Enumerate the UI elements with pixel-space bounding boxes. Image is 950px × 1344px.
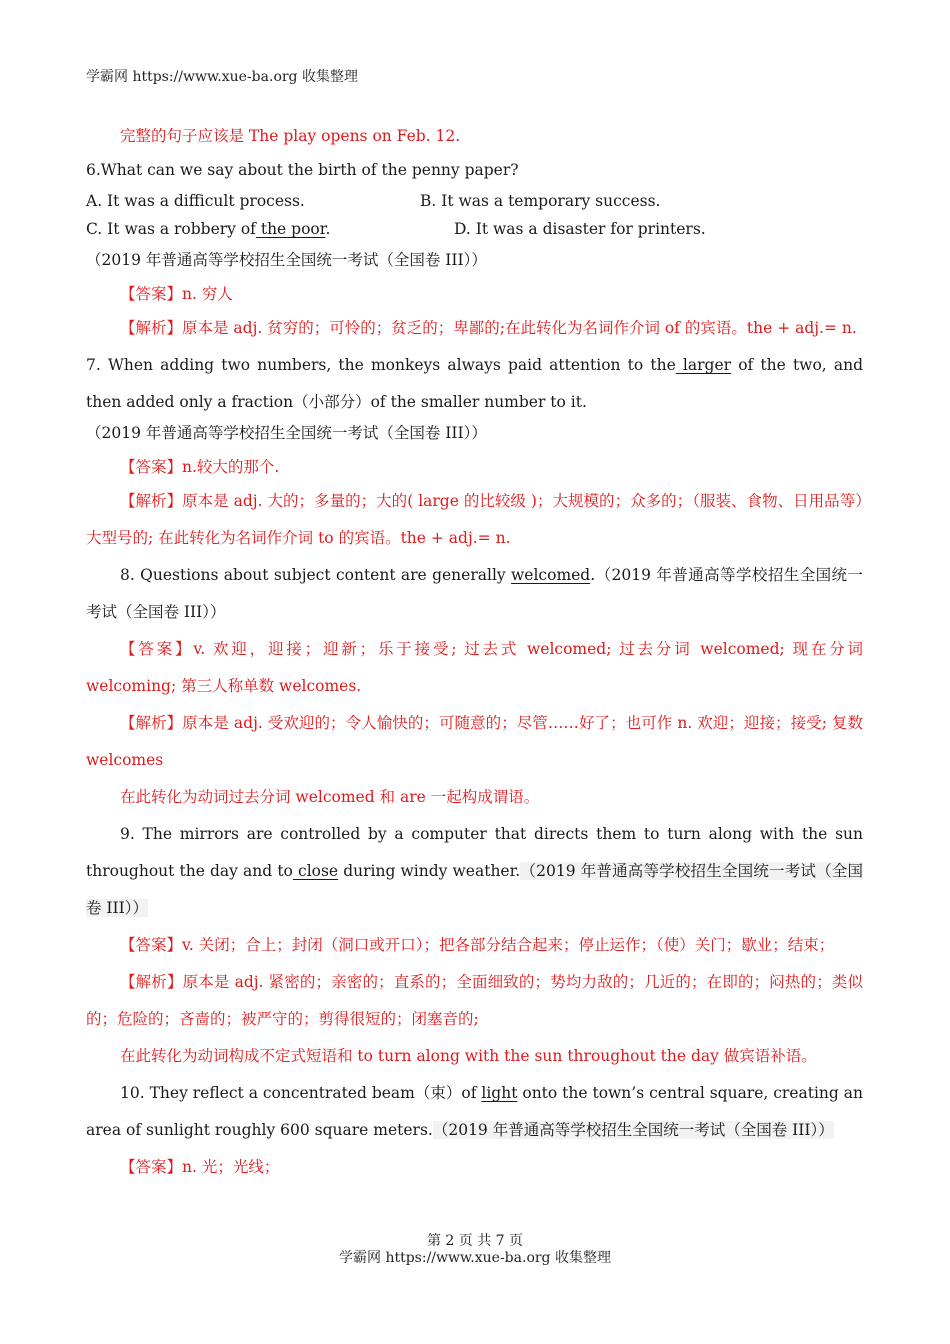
q9-keyword: close xyxy=(292,862,339,880)
q6-answer: 【答案】n. 穷人 xyxy=(120,285,233,303)
q10-text-end: onto the town’s central square, creating an area of sunlight roughly 600 square meters. xyxy=(86,1084,863,1139)
q7-analysis: 【解析】原本是 adj. 大的；多量的；大的( large 的比较级 )；大规模的；众多的；（服装、食物、日用品等）大型号的; 在此转化为名词作介词 to 的宾语。the + adj.= n. xyxy=(86,492,863,547)
q8-analysis: 【解析】原本是 adj. 受欢迎的；令人愉快的；可随意的；尽管……好了；也可作 n. 欢迎；迎接；接受; 复数 welcomes xyxy=(86,714,863,769)
q5-complete-sentence: 完整的句子应该是 The play opens on Feb. 12. xyxy=(120,127,461,145)
q7-answer: 【答案】n.较大的那个. xyxy=(120,458,280,476)
q6-options-row-1 xyxy=(86,192,863,210)
q6-question: 6.What can we say about the birth of the penny paper? xyxy=(86,161,519,179)
q7-keyword: larger xyxy=(675,356,732,374)
q6-source: （2019 年普通高等学校招生全国统一考试（全国卷 III）） xyxy=(86,251,487,269)
q10-question xyxy=(86,1075,863,1149)
q9-analysis: 【解析】原本是 adj. 紧密的；亲密的；直系的；全面细致的；势均力敌的；几近的；在即的；闷热的；类似的；危险的；吝啬的；被严守的；剪得很短的；闭塞音的; xyxy=(86,973,863,1028)
q7-text: 7. When adding two numbers, the monkeys always paid attention to the xyxy=(86,356,676,374)
q9-question xyxy=(86,816,863,927)
q9-source: （2019 年普通高等学校招生全国统一考试（全国卷 III）） xyxy=(86,862,863,917)
q8-question xyxy=(86,557,863,631)
page-header: 学霸网 https://www.xue-ba.org 收集整理 xyxy=(86,69,358,85)
q7-source: （2019 年普通高等学校招生全国统一考试（全国卷 III）） xyxy=(86,424,487,442)
q6-keyword: the poor xyxy=(255,220,326,238)
q7-text-end: of the two, and then added only a fraction（小部分）of the smaller number to it. xyxy=(86,356,864,411)
q6-option-a: A. It was a difficult process. xyxy=(86,192,305,210)
document-body xyxy=(86,124,863,1186)
q8-text-end: .（2019 年普通高等学校招生全国统一考试（全国卷 III）） xyxy=(86,566,863,621)
q9-text: 9. The mirrors are controlled by a computer that directs them to turn along with the sun throughout the day and to xyxy=(86,825,863,880)
q10-source: （2019 年普通高等学校招生全国统一考试（全国卷 III）） xyxy=(432,1121,834,1139)
q8-text: 8. Questions about subject content are generally xyxy=(120,566,512,584)
q8-keyword: welcomed xyxy=(511,566,591,584)
q9-answer: 【答案】v. 关闭；合上；封闭（洞口或开口）；把各部分结合起来；停止运作；（使）关门；歇业；结束； xyxy=(120,936,835,954)
q6-option-b: B. It was a temporary success. xyxy=(420,192,661,210)
q10-answer: 【答案】n. 光；光线； xyxy=(120,1158,280,1176)
q10-keyword: light xyxy=(481,1084,518,1102)
q9-text-end: during windy weather. xyxy=(338,862,521,880)
q6-option-c xyxy=(86,220,454,238)
q6-option-c-end: . xyxy=(325,220,331,238)
q6-options-row-2 xyxy=(86,220,863,238)
q6-analysis: 【解析】原本是 adj. 贫穷的；可怜的；贫乏的；卑鄙的;在此转化为名词作介词 of 的宾语。the + adj.= n. xyxy=(120,319,857,337)
q7-question xyxy=(86,347,863,421)
page-footer-site: 学霸网 https://www.xue-ba.org 收集整理 xyxy=(339,1250,611,1266)
q8-answer: 【答案】v. 欢迎，迎接；迎新；乐于接受; 过去式 welcomed; 过去分词 welcomed; 现在分词 welcoming; 第三人称单数 welcomes. xyxy=(86,640,863,695)
q6-option-c-text: C. It was a robbery of xyxy=(86,220,256,238)
page-number: 第 2 页 共 7 页 xyxy=(426,1233,524,1249)
q6-option-d: D. It was a disaster for printers. xyxy=(454,220,706,238)
q10-text: 10. They reflect a concentrated beam（束）of xyxy=(120,1084,482,1102)
q9-note: 在此转化为动词构成不定式短语和 to turn along with the sun throughout the day 做宾语补语。 xyxy=(120,1047,817,1065)
q8-note: 在此转化为动词过去分词 welcomed 和 are 一起构成谓语。 xyxy=(120,788,540,806)
